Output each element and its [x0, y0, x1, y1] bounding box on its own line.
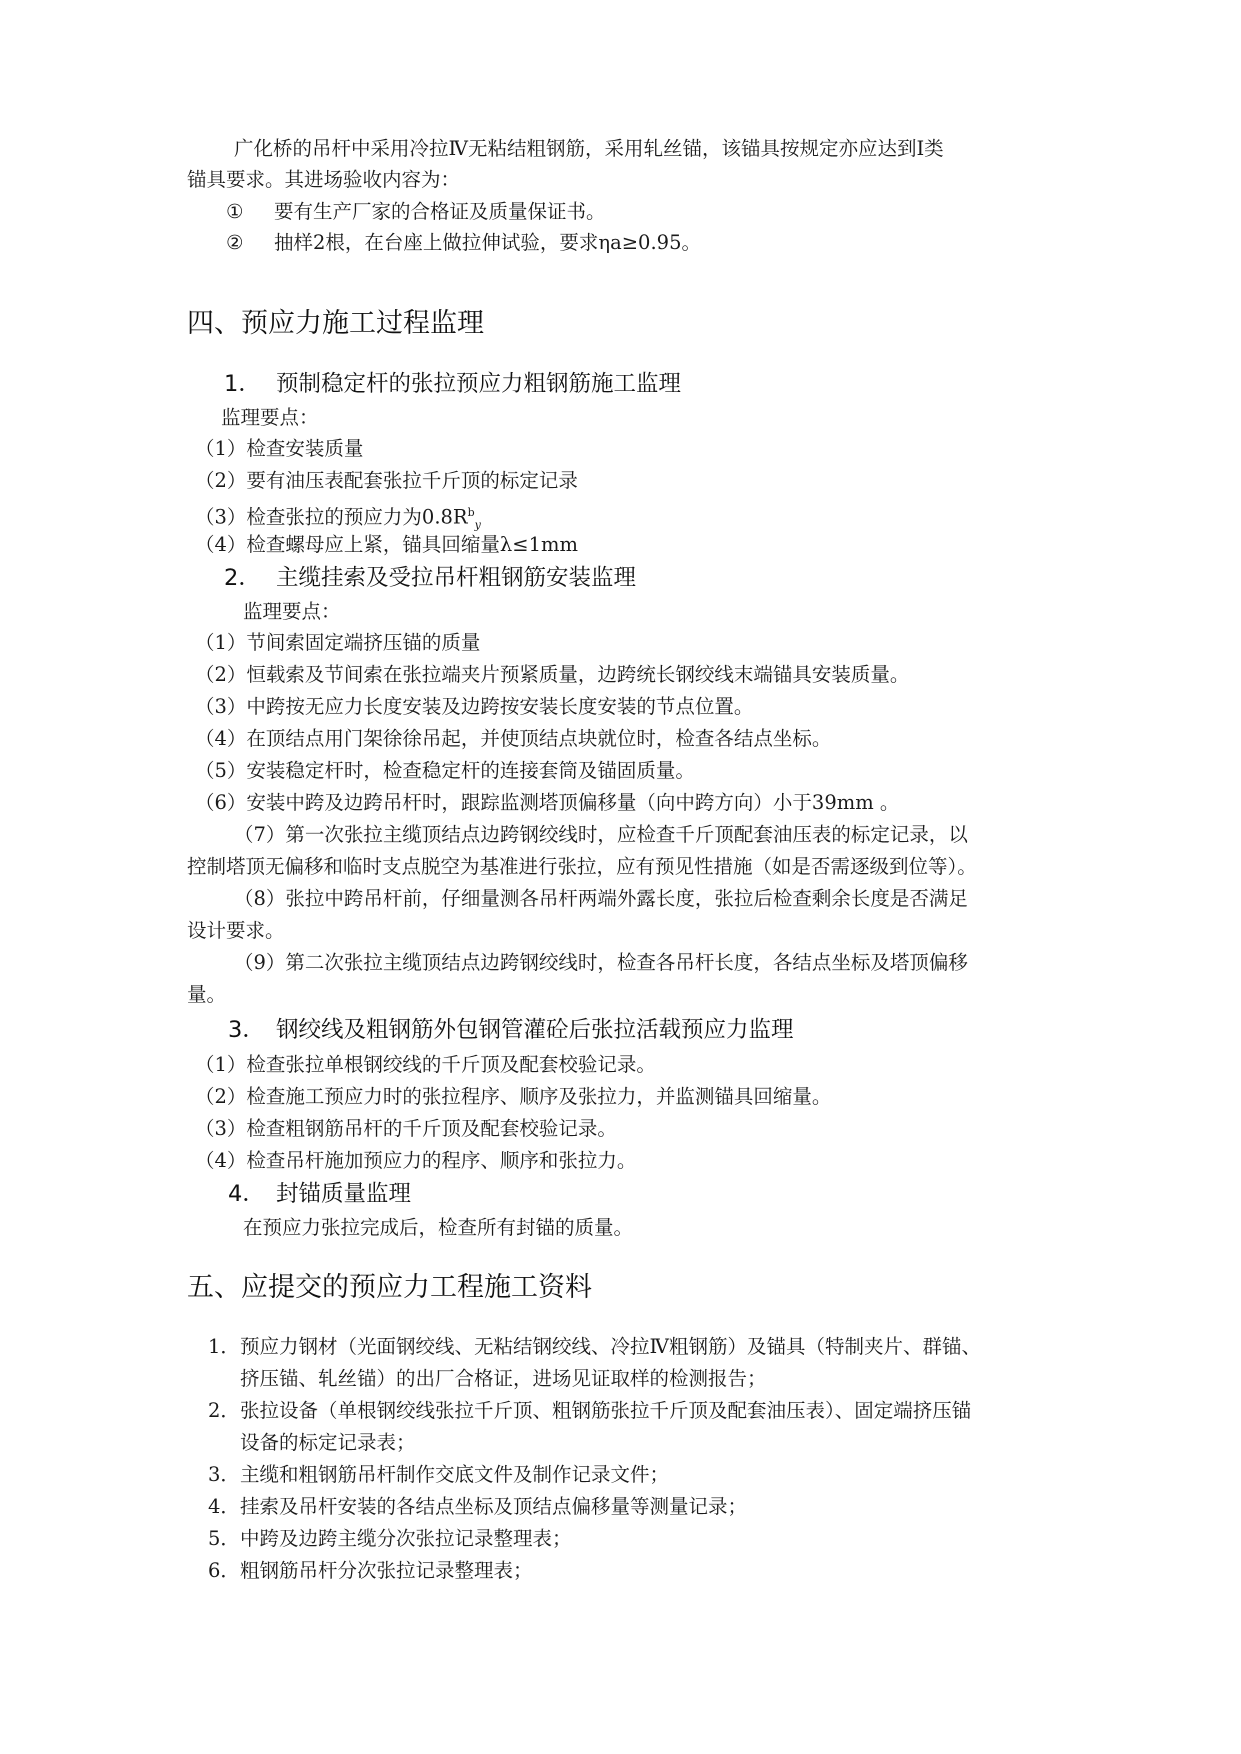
sub2-item-6: （6）安装中跨及边跨吊杆时，跟踪监测塔顶偏移量（向中跨方向）小于39mm 。	[195, 791, 900, 814]
sub3-item-4: （4）检查吊杆施加预应力的程序、顺序和张拉力。	[195, 1149, 637, 1172]
sub2-item-8-line1: （8）张拉中跨吊杆前，仔细量测各吊杆两端外露长度，张拉后检查剩余长度是否满足	[234, 887, 968, 910]
subsection-number: 3．	[228, 1017, 265, 1043]
list-text: 张拉设备（单根钢绞线张拉千斤顶、粗钢筋张拉千斤顶及配套油压表）、固定端挤压锚	[240, 1399, 972, 1422]
list-text: 挂索及吊杆安装的各结点坐标及顶结点偏移量等测量记录；	[240, 1495, 748, 1518]
subsection-title: 预制稳定杆的张拉预应力粗钢筋施工监理	[276, 371, 682, 397]
intro-item-text: 抽样2根，在台座上做拉伸试验，要求ηa≥0.95。	[274, 231, 701, 254]
list-text: 预应力钢材（光面钢绞线、无粘结钢绞线、冷拉Ⅳ粗钢筋）及锚具（特制夹片、群锚、	[240, 1335, 981, 1358]
section4-heading: 四、预应力施工过程监理	[187, 308, 484, 339]
list-text: 主缆和粗钢筋吊杆制作交底文件及制作记录文件；	[240, 1463, 670, 1486]
sub2-lead: 监理要点：	[243, 600, 341, 623]
list-number: 5．	[208, 1527, 240, 1550]
intro-item-1	[226, 197, 606, 227]
section5-heading: 五、应提交的预应力工程施工资料	[187, 1272, 592, 1303]
subsection-number: 4．	[228, 1181, 265, 1207]
section5-item-5	[208, 1524, 572, 1554]
section5-item-1	[208, 1332, 981, 1362]
sub2-item-7-line2: 控制塔顶无偏移和临时支点脱空为基准进行张拉，应有预见性措施（如是否需逐级到位等）。	[187, 855, 977, 878]
intro-paragraph-line2: 锚具要求。其进场验收内容为：	[187, 168, 461, 191]
list-number: 6．	[208, 1559, 240, 1582]
section5-item-4	[208, 1492, 747, 1522]
sub2-item-2: （2）恒载索及节间索在张拉端夹片预紧质量，边跨统长钢绞线末端锚具安装质量。	[195, 663, 910, 686]
intro-item-2	[226, 228, 701, 258]
subsection-heading-2	[224, 562, 636, 594]
sub2-item-4: （4）在顶结点用门架徐徐吊起，并使顶结点块就位时，检查各结点坐标。	[195, 727, 832, 750]
subsection-heading-4	[228, 1178, 411, 1210]
section5-item-6	[208, 1556, 533, 1586]
sub2-item-3: （3）中跨按无应力长度安装及边跨按安装长度安装的节点位置。	[195, 695, 754, 718]
list-number: 1．	[208, 1335, 240, 1358]
section5-item-2	[208, 1396, 971, 1426]
subsection-number: 1．	[224, 371, 261, 397]
circled-marker: ②	[226, 231, 244, 254]
list-number: 4．	[208, 1495, 240, 1518]
section5-item-1-line2: 挤压锚、轧丝锚）的出厂合格证，进场见证取样的检测报告；	[240, 1367, 767, 1390]
subscript-y: y	[474, 518, 481, 532]
intro-item-text: 要有生产厂家的合格证及质量保证书。	[274, 200, 606, 223]
subsection-heading-3	[228, 1014, 794, 1046]
subsection-title: 封锚质量监理	[276, 1181, 412, 1207]
sub2-item-7-line1: （7）第一次张拉主缆顶结点边跨钢绞线时，应检查千斤顶配套油压表的标定记录，以	[234, 823, 968, 846]
list-number: 2．	[208, 1399, 240, 1422]
sub2-item-5: （5）安装稳定杆时，检查稳定杆的连接套筒及锚固质量。	[195, 759, 695, 782]
intro-paragraph-line1: 广化桥的吊杆中采用冷拉Ⅳ无粘结粗钢筋，采用轧丝锚，该锚具按规定亦应达到Ⅰ类	[234, 137, 944, 160]
section5-item-3	[208, 1460, 669, 1490]
sub2-item-8-line2: 设计要求。	[187, 919, 285, 942]
subsection-title: 钢绞线及粗钢筋外包钢管灌砼后张拉活载预应力监理	[276, 1017, 794, 1043]
circled-marker: ①	[226, 200, 244, 223]
superscript-b: b	[467, 506, 475, 519]
sub2-item-1: （1）节间索固定端挤压锚的质量	[195, 631, 481, 654]
sub2-item-9-line1: （9）第二次张拉主缆顶结点边跨钢绞线时，检查各吊杆长度，各结点坐标及塔顶偏移	[234, 951, 968, 974]
sub3-item-3: （3）检查粗钢筋吊杆的千斤顶及配套校验记录。	[195, 1117, 617, 1140]
subsection-number: 2．	[224, 565, 261, 591]
sub3-item-1: （1）检查张拉单根钢绞线的千斤顶及配套校验记录。	[195, 1053, 656, 1076]
sub2-item-9-line2: 量。	[187, 983, 227, 1006]
list-number: 3．	[208, 1463, 240, 1486]
subsection-heading-1	[224, 368, 681, 400]
sub1-lead: 监理要点：	[221, 406, 319, 429]
list-text: 中跨及边跨主缆分次张拉记录整理表；	[240, 1527, 572, 1550]
subsection-title: 主缆挂索及受拉吊杆粗钢筋安装监理	[276, 565, 637, 591]
sub3-item-2: （2）检查施工预应力时的张拉程序、顺序及张拉力，并监测锚具回缩量。	[195, 1085, 832, 1108]
section5-item-2-line2: 设备的标定记录表；	[240, 1431, 416, 1454]
sub1-item-3-text: （3）检查张拉的预应力为0.8R	[195, 505, 468, 529]
sub4-text: 在预应力张拉完成后，检查所有封锚的质量。	[243, 1216, 634, 1239]
sub1-item-2: （2）要有油压表配套张拉千斤顶的标定记录	[195, 469, 578, 492]
sub1-item-4: （4）检查螺母应上紧，锚具回缩量λ≤1mm	[195, 533, 578, 556]
list-text: 粗钢筋吊杆分次张拉记录整理表；	[240, 1559, 533, 1582]
sub1-item-1: （1）检查安装质量	[195, 437, 364, 460]
